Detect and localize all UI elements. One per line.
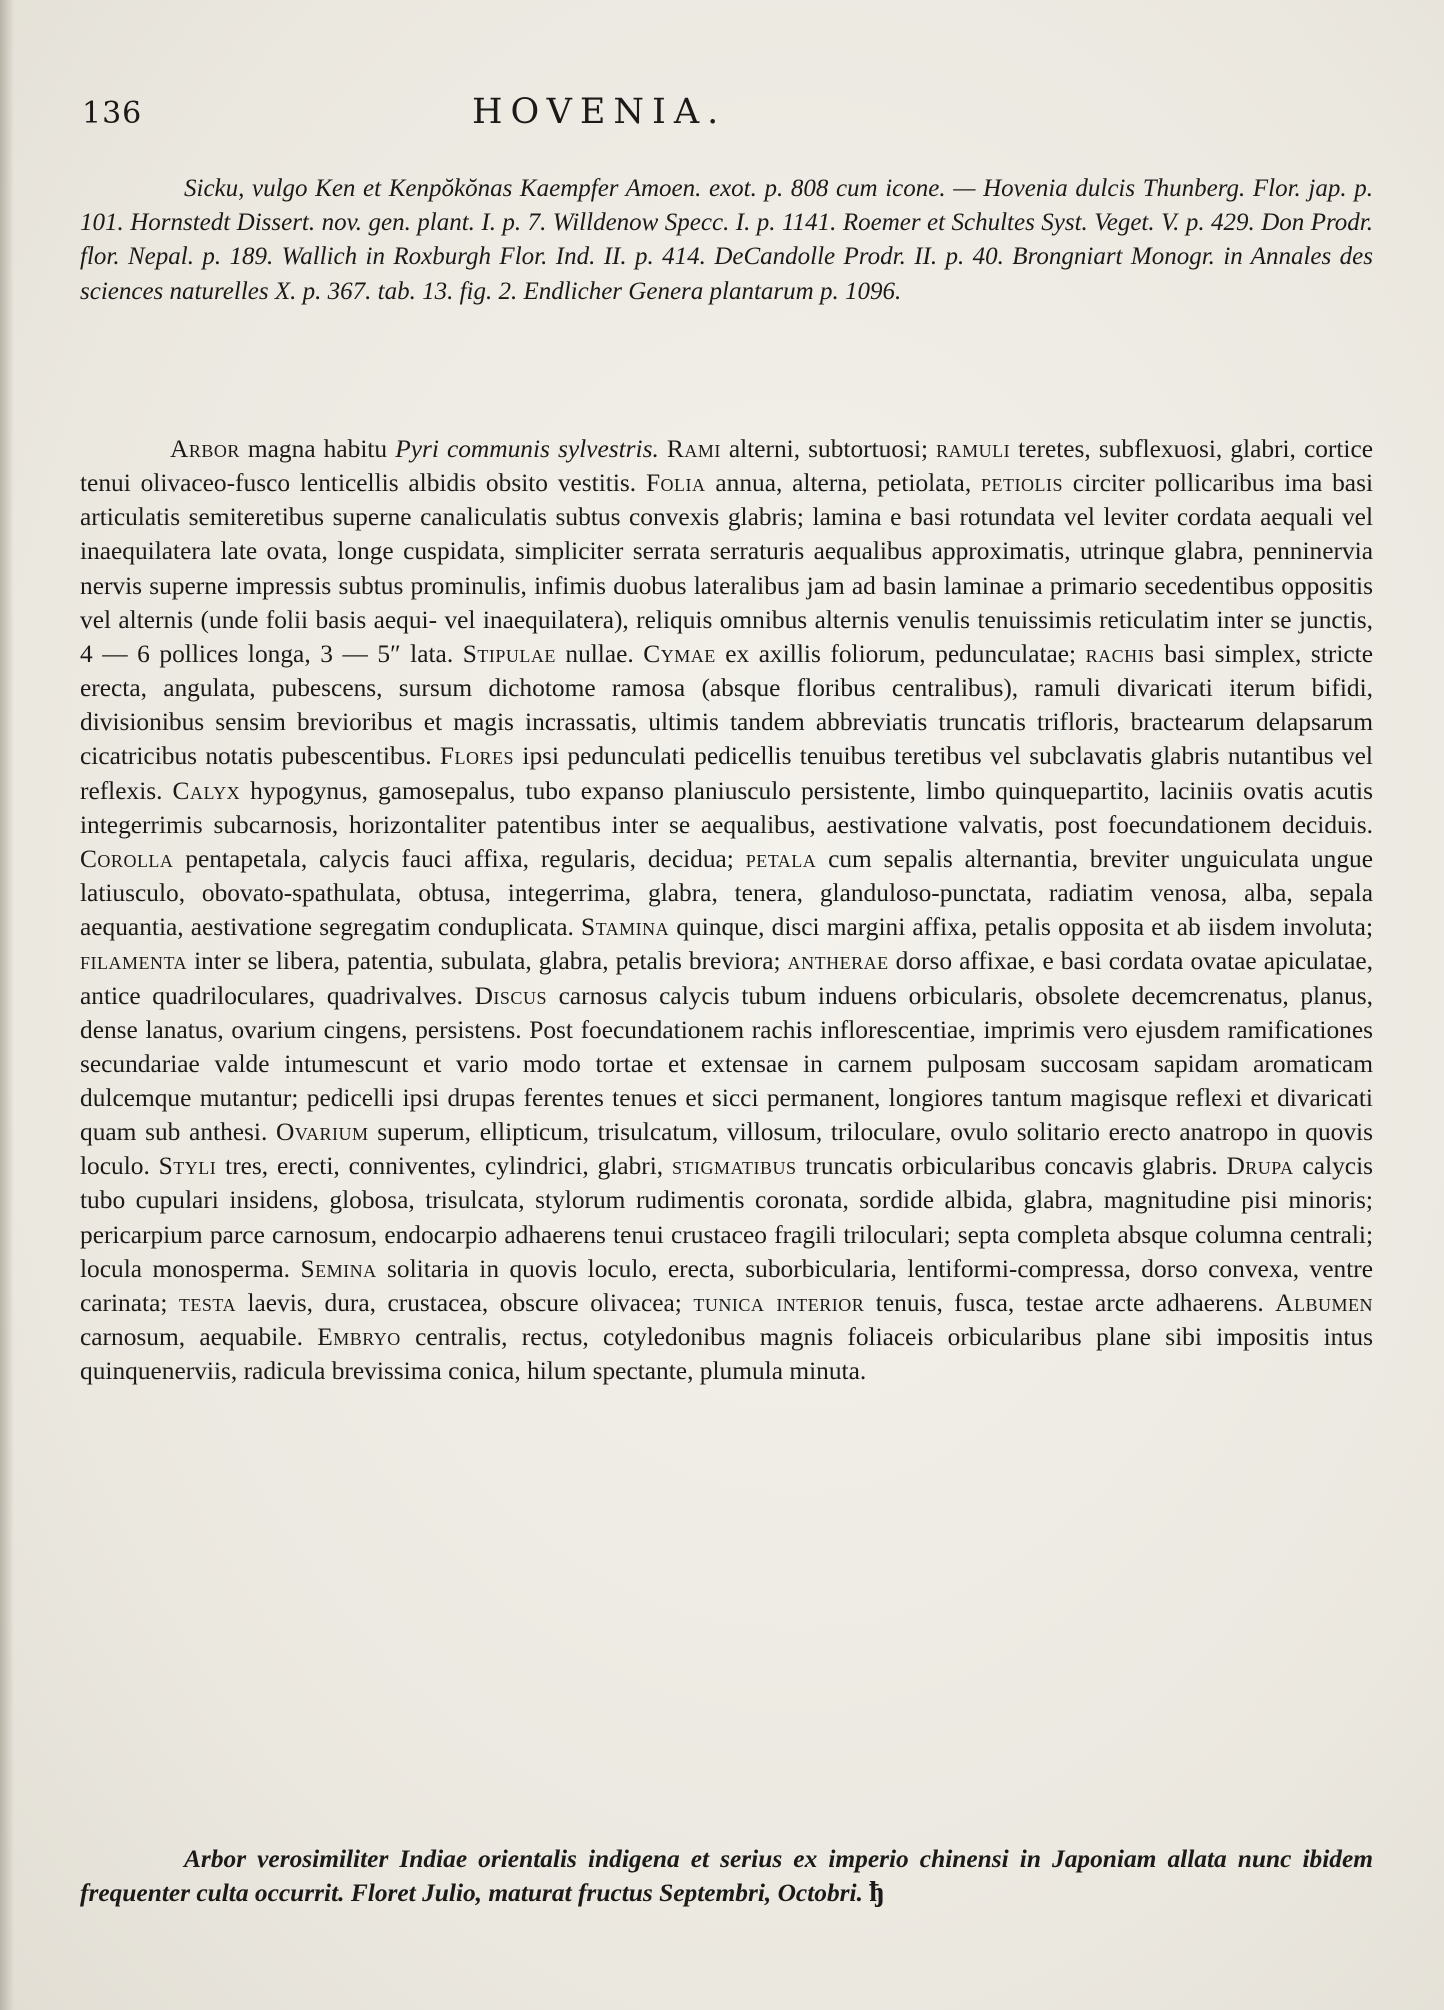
term-albumen: Albumen xyxy=(1275,1288,1374,1317)
distribution-paragraph xyxy=(80,1842,1373,1910)
term-cymae: Cymae xyxy=(643,639,716,668)
term-testa: testa xyxy=(178,1288,236,1317)
term-stigmatibus: stigmatibus xyxy=(671,1152,797,1181)
term-arbor: Arbor xyxy=(170,435,240,463)
term-petala: petala xyxy=(745,844,817,873)
description-text: centralis, rectus, cotyledonibus magnis foliaceis orbicularibus plane sibi impositis intus quinquenerviis, radicula brevissima conica, hilum spectante, plumula minuta. xyxy=(80,1323,1373,1386)
description-text: quinque, disci margini affixa, petalis opposita et ab iisdem involuta; xyxy=(669,913,1374,942)
description-text: carnosus calycis tubum induens orbicularis, obsolete decemcrenatus, planus, dense lanatus, ovarium cingens, persistens. Post foecundationem rachis inflorescentiae, imprimis vero ejusdem ramificationes secundariae valde intumescunt et vario modo tortae et extensae in carnem pulposam succosam sapidam aromaticam dulcemque mutantur; pedicelli ipsi drupas ferentes tenues et sicci permanent, longiores tantum magisque reflexi et divaricati quam sub anthesi. xyxy=(80,981,1373,1147)
term-discus: Discus xyxy=(474,981,547,1010)
description-text: ex axillis foliorum, pedunculatae; xyxy=(715,639,1086,668)
description-text: tres, erecti, conniventes, cylindrici, glabri, xyxy=(216,1152,672,1181)
term-semina: Semina xyxy=(300,1254,377,1283)
description-text: alterni, subtortuosi; xyxy=(720,435,937,463)
term-ovarium: Ovarium xyxy=(276,1118,369,1147)
term-rami: Rami xyxy=(666,435,721,463)
term-ramuli: ramuli xyxy=(936,435,1011,463)
term-corolla: Corolla xyxy=(80,844,174,873)
description-paragraph xyxy=(80,432,1373,1388)
description-text: pentapetala, calycis fauci affixa, regularis, decidua; xyxy=(173,844,746,873)
description-text: magna habitu xyxy=(239,435,396,463)
term-calyx: Calyx xyxy=(172,776,241,805)
description-text: truncatis orbicularibus concavis glabris. xyxy=(796,1152,1227,1181)
term-filamenta: filamenta xyxy=(80,947,188,976)
description-text: annua, alterna, petiolata, xyxy=(705,469,981,498)
description-italic: Pyri communis sylvestris. xyxy=(395,435,659,463)
running-head: HOVENIA. xyxy=(472,92,727,132)
synonymy-paragraph: Sicku, vulgo Ken et Kenpŏkŏnas Kaempfer Amoen. exot. p. 808 cum icone. — Hovenia dulcis Thunberg. Flor. jap. p. 101. Hornstedt Dissert. nov. gen. plant. I. p. 7. Willdenow Specc. I. p. 1141. Roemer et Schultes Syst. Veget. V. p. 429. Don Prodr. flor. Nepal. p. 189. Wallich in Roxburgh Flor. Ind. II. p. 414. DeCandolle Prodr. II. p. 40. Brongniart Monogr. in Annales des sciences naturelles X. p. 367. tab. 13. fig. 2. Endlicher Genera plantarum p. 1096. xyxy=(80,175,1373,305)
page-number: 136 xyxy=(82,96,143,131)
term-folia: Folia xyxy=(645,469,706,498)
term-tunica-interior: tunica interior xyxy=(693,1288,865,1317)
description-text: basi simplex, stricte erecta, angulata, pubescens, sursum dichotome ramosa (absque floribus centralibus), ramuli divaricati iterum bifidi, divisionibus sensim brevioribus et magis incrassatis, ultimis tandem abbreviatis truncatis trifloris, bractearum delapsarum cicatricibus notatis pubescentibus. xyxy=(80,639,1373,771)
distribution-text: Arbor verosimiliter Indiae orientalis indigena et serius ex imperio chinensi in Japoniam allata nunc ibidem frequenter culta occurrit. Floret Julio, maturat fructus Septembri, Octobri. xyxy=(80,1845,1373,1908)
description-text: nullae. xyxy=(555,639,644,668)
description-text: inter se libera, patentia, subulata, glabra, petalis breviora; xyxy=(187,947,788,976)
description-text: laevis, dura, crustacea, obscure olivacea; xyxy=(235,1288,694,1317)
page-header xyxy=(82,92,1372,132)
description-text: calycis tubo cupulari insidens, globosa, trisulcata, stylorum rudimentis coronata, sordide albida, glabra, magnitudine pisi minoris; pericarpium parce carnosum, endocarpio adhaerens tenui crustaceo fragili triloculari; septa completa absque columna centrali; locula monosperma. xyxy=(80,1152,1374,1283)
term-antherae: antherae xyxy=(787,947,889,976)
term-stamina: Stamina xyxy=(580,913,670,942)
description-text: hypogynus, gamosepalus, tubo expanso planiusculo persistente, limbo quinquepartito, laciniis ovatis acutis integerrimis subcarnosis, horizontaliter patentibus inter se aequalibus, aestivatione valvatis, post foecundationem deciduis. xyxy=(80,776,1373,839)
description-text: superum, ellipticum, trisulcatum, villosum, triloculare, ovulo solitario erecto anatropo in quovis loculo. xyxy=(80,1118,1373,1181)
description-text: circiter pollicaribus ima basi articulatis semiteretibus superne canaliculatis subtus convexis glabris; lamina e basi rotundata vel leviter cordata aequali vel inaequilatera late ovata, longe cuspidata, simpliciter serrata serraturis aequalibus approximatis, utrinque glabra, penninervia nervis superne impressis subtus prominulis, infimis duobus lateralibus jam ad basin laminae a primario secedentibus oppositis vel alternis (unde folii basis aequi- vel inaequilatera), reliquis omnibus alternis venulis tenuissimis reticulatim inter se junctis, 4 — 6 pollices longa, 3 — 5″ lata. xyxy=(80,469,1373,668)
description-text: carnosum, aequabile. xyxy=(80,1323,318,1352)
term-drupa: Drupa xyxy=(1226,1152,1294,1181)
term-rachis: rachis xyxy=(1085,639,1155,668)
term-stipulae: Stipulae xyxy=(462,639,556,668)
description-text: tenuis, fusca, testae arcte adhaerens. xyxy=(864,1288,1276,1317)
description-text: dorso affixae, e basi cordata ovatae apiculatae, antice quadriloculares, quadrivalves. xyxy=(80,947,1373,1010)
term-flores: Flores xyxy=(439,742,515,771)
tree-symbol-icon: ђ xyxy=(869,1877,885,1909)
description-text: cum sepalis alternantia, breviter unguiculata ungue latiusculo, obovato-spathulata, obtusa, integerrima, glabra, tenera, glanduloso-punctata, radiatim venosa, alba, sepala aequantia, aestivatione segregatim conduplicata. xyxy=(80,844,1374,942)
description-text: teretes, subflexuosi, glabri, cortice tenui olivaceo-fusco lenticellis albidis obsito vestitis. xyxy=(80,435,1374,498)
page-gutter-shadow xyxy=(0,0,14,2010)
term-styli: Styli xyxy=(158,1152,217,1181)
description-text: solitaria in quovis loculo, erecta, suborbicularia, lentiformi-compressa, dorso convexa, ventre carinata; xyxy=(80,1254,1373,1317)
term-embryo: Embryo xyxy=(317,1323,401,1352)
description-text: ipsi pedunculati pedicellis tenuibus teretibus vel subclavatis glabris nutantibus vel reflexis. xyxy=(80,742,1373,805)
term-petiolis: petiolis xyxy=(980,469,1063,498)
